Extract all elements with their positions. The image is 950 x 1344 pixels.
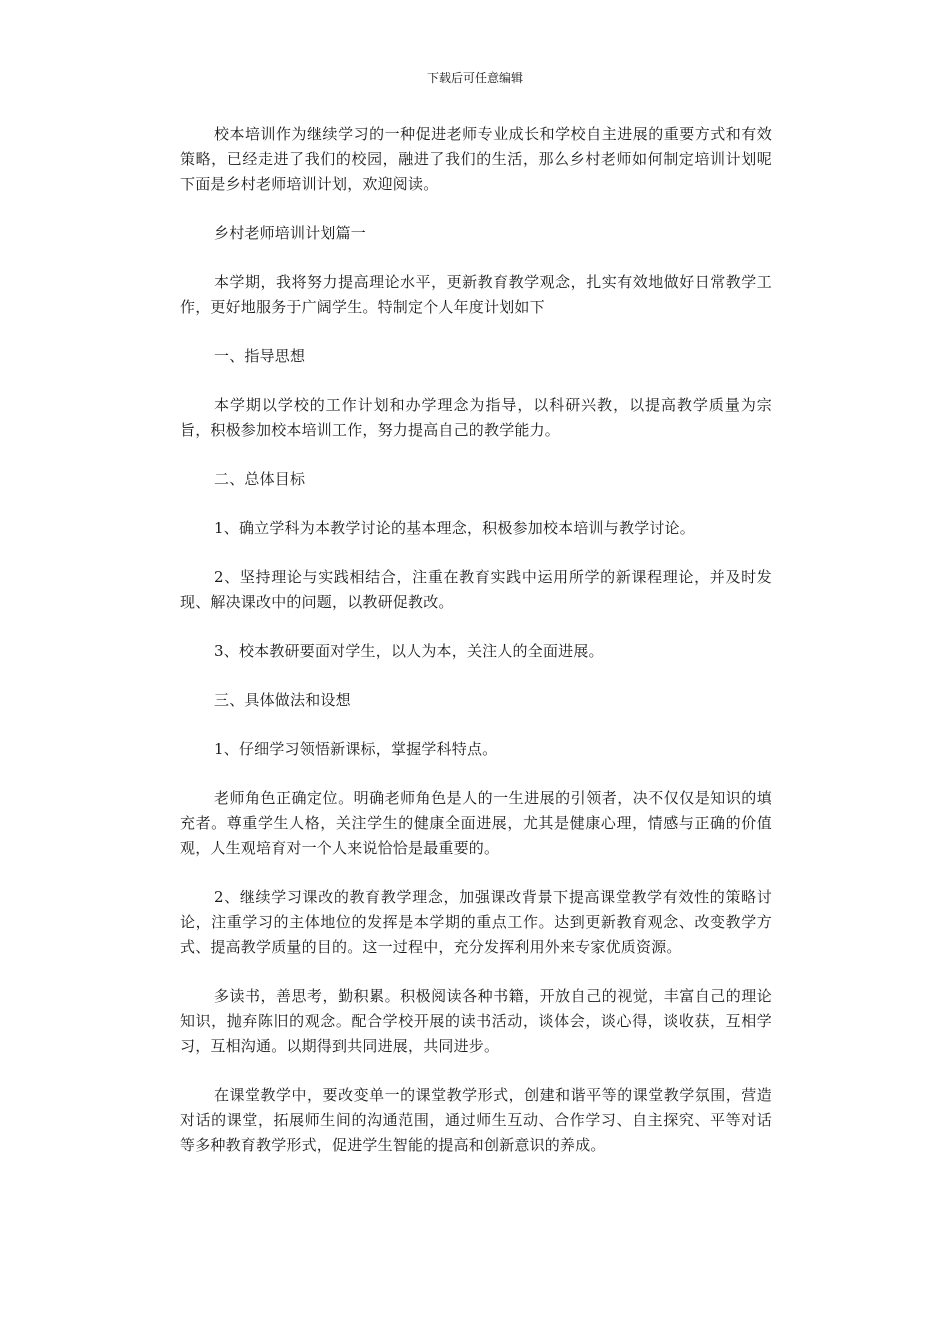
intro-paragraph: 校本培训作为继续学习的一种促进老师专业成长和学校自主进展的重要方式和有效策略，已经走进了我们的校园，融进了我们的生活，那么乡村老师如何制定培训计划呢下面是乡村老师培训计划，欢迎阅读。 bbox=[180, 125, 772, 193]
method-item-2: 2、继续学习课改的教育教学理念，加强课改背景下提高课堂教学有效性的策略讨论，注重学习的主体地位的发挥是本学期的重点工作。达到更新教育观念、改变教学方式、提高教学质量的目的。这一过程中，充分发挥利用外来专家优质资源。 bbox=[180, 888, 772, 956]
heading-specific-methods: 三、具体做法和设想 bbox=[214, 691, 351, 709]
section-title-plan-one: 乡村老师培训计划篇一 bbox=[214, 224, 367, 242]
document-body bbox=[180, 122, 772, 1158]
reading-paragraph: 多读书，善思考，勤积累。积极阅读各种书籍，开放自己的视觉，丰富自己的理论知识，抛弃陈旧的观念。配合学校开展的读书活动，谈体会，谈心得，谈收获，互相学习，互相沟通。以期得到共同进展，共同进步。 bbox=[180, 987, 772, 1055]
classroom-teaching-paragraph: 在课堂教学中，要改变单一的课堂教学形式，创建和谐平等的课堂教学氛围，营造对话的课堂，拓展师生间的沟通范围，通过师生互动、合作学习、自主探究、平等对话等多种教育教学形式，促进学生智能的提高和创新意识的养成。 bbox=[180, 1086, 772, 1154]
heading-guiding-thought: 一、指导思想 bbox=[214, 347, 306, 365]
heading-overall-goals: 二、总体目标 bbox=[214, 470, 306, 488]
download-note: 下载后可任意编辑 bbox=[426, 71, 523, 85]
guiding-thought-paragraph: 本学期以学校的工作计划和办学理念为指导，以科研兴教，以提高教学质量为宗旨，积极参加校本培训工作，努力提高自己的教学能力。 bbox=[180, 396, 772, 439]
plan-intro-paragraph: 本学期，我将努力提高理论水平，更新教育教学观念，扎实有效地做好日常教学工作，更好地服务于广阔学生。特制定个人年度计划如下 bbox=[180, 273, 772, 316]
teacher-role-paragraph: 老师角色正确定位。明确老师角色是人的一生进展的引领者，决不仅仅是知识的填充者。尊重学生人格，关注学生的健康全面进展，尤其是健康心理，情感与正确的价值观，人生观培育对一个人来说恰恰是最重要的。 bbox=[180, 789, 772, 857]
goal-item-2: 2、坚持理论与实践相结合，注重在教育实践中运用所学的新课程理论，并及时发现、解决课改中的问题，以教研促教改。 bbox=[180, 568, 772, 611]
method-item-1: 1、仔细学习领悟新课标，掌握学科特点。 bbox=[214, 740, 498, 758]
goal-item-1: 1、确立学科为本教学讨论的基本理念，积极参加校本培训与教学讨论。 bbox=[214, 519, 695, 537]
goal-item-3: 3、校本教研要面对学生，以人为本，关注人的全面进展。 bbox=[214, 642, 604, 660]
